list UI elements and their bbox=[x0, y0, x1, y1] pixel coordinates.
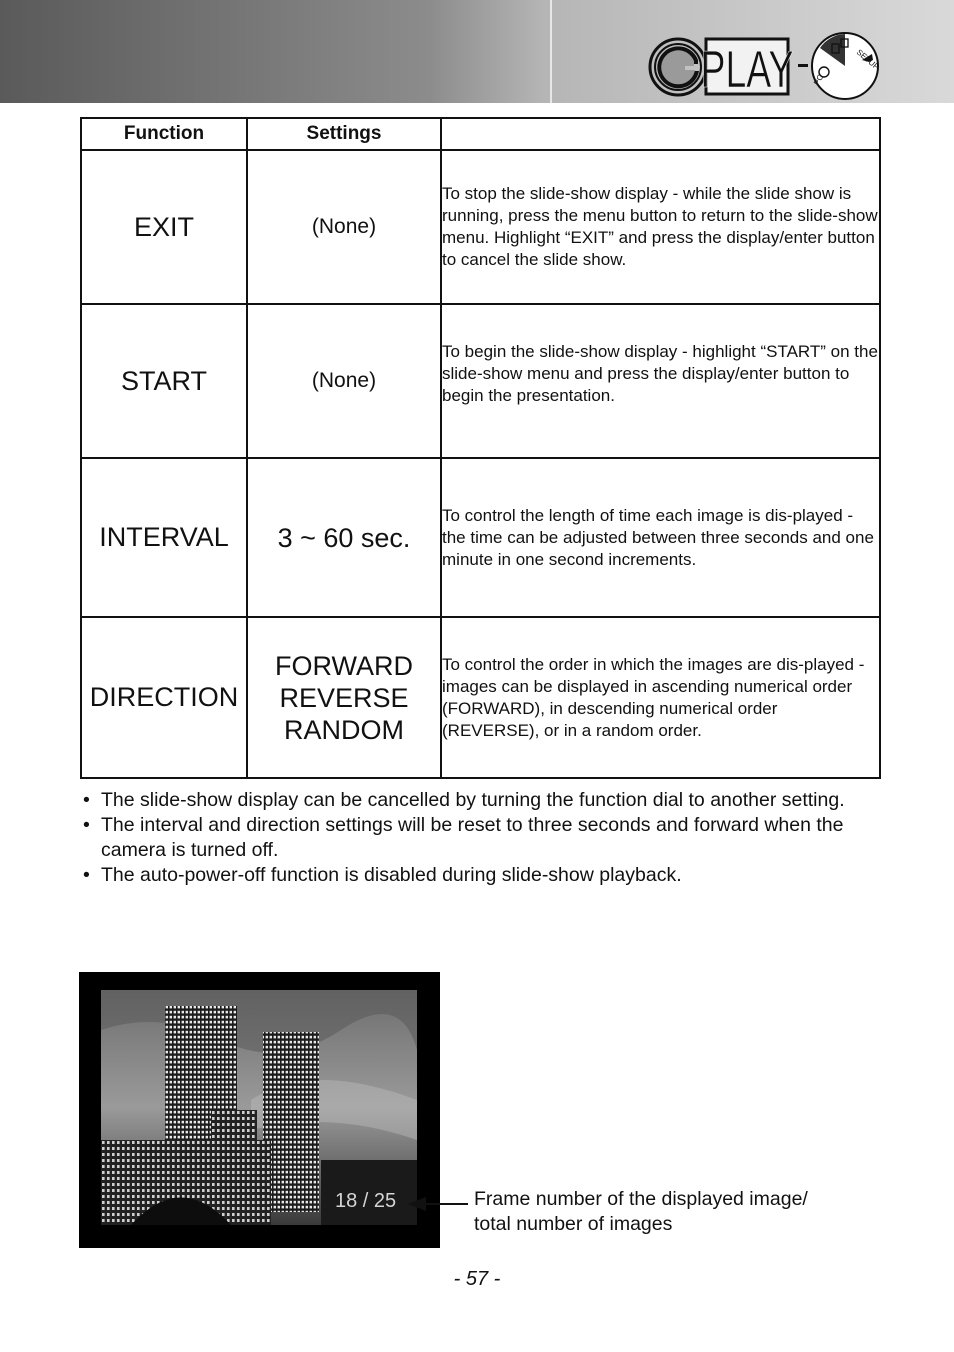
settings-value: 3 ~ 60 sec. bbox=[277, 522, 411, 553]
description-cell bbox=[441, 617, 880, 778]
description-cell bbox=[441, 304, 880, 458]
function-cell: INTERVAL bbox=[81, 458, 247, 617]
description-cell bbox=[441, 458, 880, 617]
table-row-start bbox=[81, 304, 880, 458]
frame-number-caption bbox=[474, 1187, 808, 1237]
notes-list bbox=[80, 788, 880, 888]
description-text: To control the order in which the images are dis-played - images can be displayed in ascending numerical order (FORWARD), in descending numerical order (REVERSE), or in a random order. bbox=[442, 654, 865, 740]
note-item: • The slide-show display can be cancelled by turning the function dial to another setting. bbox=[80, 788, 880, 813]
caption-line: Frame number of the displayed image/ bbox=[474, 1188, 808, 1210]
play-mode-logo bbox=[648, 30, 882, 102]
description-text: To begin the slide-show display - highlight “START” on the slide-show menu and press the display/enter button to begin the presentation. bbox=[442, 342, 878, 405]
header-divider bbox=[550, 0, 552, 103]
description-text: To control the length of time each image is dis-played - the time can be adjusted between three seconds and one minute in one second increments. bbox=[442, 505, 874, 569]
column-header-description bbox=[441, 118, 880, 150]
note-item: • The auto-power-off function is disabled during slide-show playback. bbox=[80, 863, 880, 888]
settings-cell bbox=[247, 458, 441, 617]
page-number: - 57 - bbox=[453, 1268, 501, 1290]
settings-value: FORWARD bbox=[275, 650, 413, 681]
function-cell: EXIT bbox=[81, 150, 247, 304]
column-header-settings: Settings bbox=[247, 118, 441, 150]
settings-cell bbox=[247, 150, 441, 304]
table-row-exit bbox=[81, 150, 880, 304]
slide-show-settings-table bbox=[80, 117, 881, 779]
play-label-text: PLAY bbox=[700, 39, 794, 99]
table-header-row bbox=[81, 118, 880, 150]
skyscraper-right bbox=[263, 1032, 319, 1212]
settings-value: (None) bbox=[311, 369, 377, 392]
settings-cell bbox=[247, 617, 441, 778]
dial-label-setup: SETUP bbox=[854, 47, 881, 72]
table-row-direction bbox=[81, 617, 880, 778]
settings-value: RANDOM bbox=[284, 714, 404, 745]
function-cell: START bbox=[81, 304, 247, 458]
dial-label-pc: PC bbox=[811, 72, 826, 87]
description-text: To stop the slide-show display - while the slide show is running, press the menu button to return to the slide-show menu. Highlight “EXIT” and press the display/enter button to cancel the slide show. bbox=[442, 184, 878, 269]
function-cell: DIRECTION bbox=[81, 617, 247, 778]
table-row-interval bbox=[81, 458, 880, 617]
settings-cell bbox=[247, 304, 441, 458]
settings-value: (None) bbox=[311, 215, 377, 238]
caption-line: total number of images bbox=[474, 1213, 673, 1235]
callout-arrow-icon bbox=[406, 1193, 470, 1215]
column-header-function: Function bbox=[81, 118, 247, 150]
mode-dial-icon bbox=[812, 33, 881, 99]
dash-mark bbox=[798, 64, 808, 67]
note-item: • The interval and direction settings will be reset to three seconds and forward when the camera is turned off. bbox=[80, 813, 880, 863]
settings-value: REVERSE bbox=[279, 682, 409, 713]
playback-mode-icon bbox=[650, 39, 706, 95]
frame-counter: 18 / 25 bbox=[335, 1190, 397, 1212]
description-cell bbox=[441, 150, 880, 304]
